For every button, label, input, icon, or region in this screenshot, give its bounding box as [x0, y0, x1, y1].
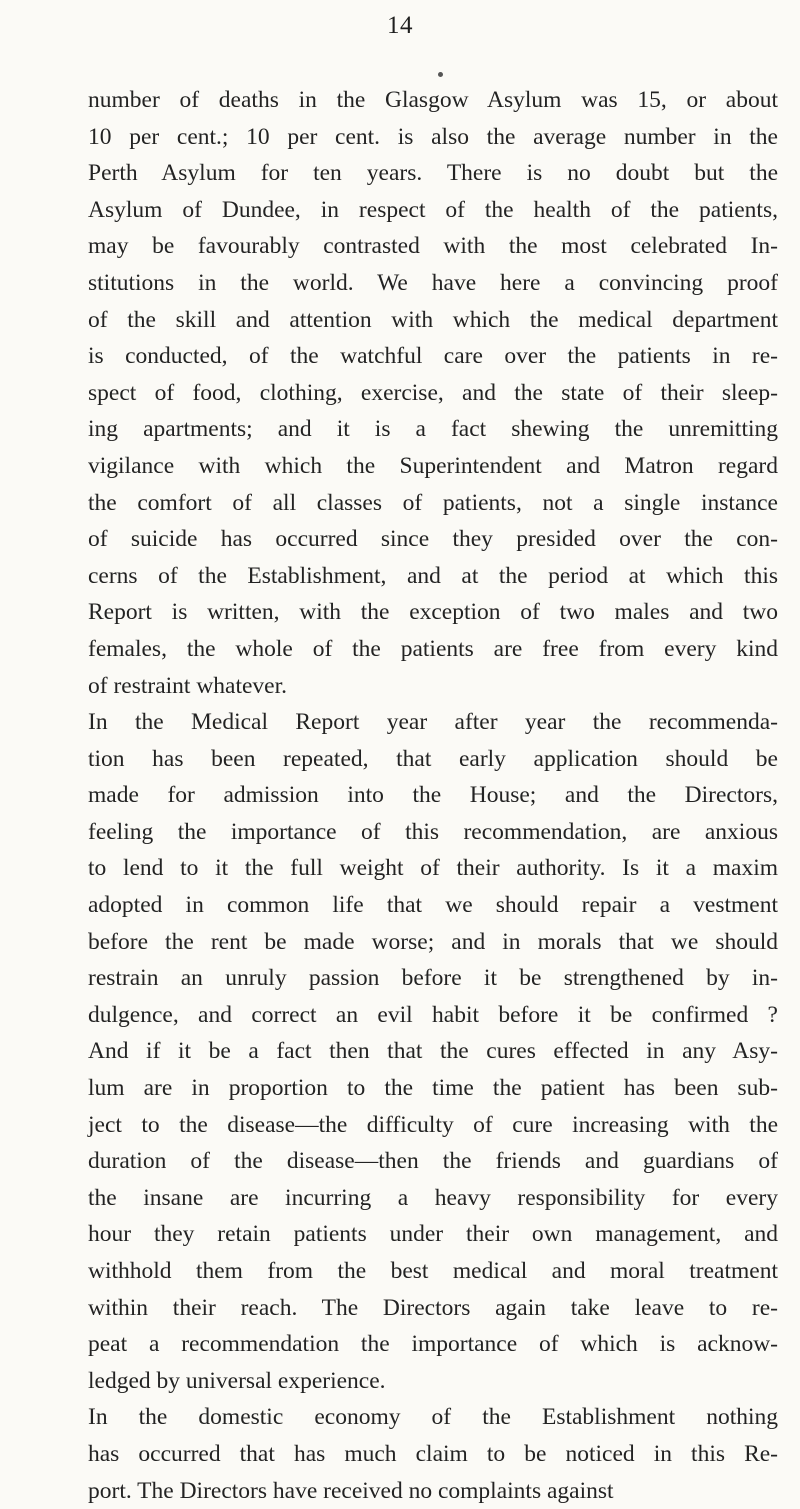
text-line: ledged by universal experience.: [88, 1367, 386, 1394]
text-line: withhold them from the best medical and moral treatment: [88, 1258, 778, 1284]
body-text: [88, 82, 778, 1509]
text-line: to lend to it the full weight of their authority. Is it a maxim: [88, 855, 778, 882]
text-line: ing apartments; and it is a fact shewing the unremitting: [88, 416, 778, 443]
text-line: vigilance with which the Superintendent and Matron regard: [88, 452, 778, 479]
text-line: ject to the disease—the difficulty of cure increasing with the: [88, 1111, 778, 1138]
text-line: spect of food, clothing, exercise, and the state of their sleep-: [88, 379, 778, 406]
text-line: port. The Directors have received no complaints against: [88, 1477, 614, 1504]
text-line: made for admission into the House; and the Directors,: [88, 782, 778, 809]
text-line: In the domestic economy of the Establishment nothing: [88, 1404, 778, 1431]
text-line: adopted in common life that we should repair a vestment: [88, 892, 778, 919]
text-line: within their reach. The Directors again take leave to re-: [88, 1294, 778, 1321]
text-line: of restraint whatever.: [88, 672, 288, 699]
text-line: stitutions in the world. We have here a convincing proof: [88, 269, 778, 296]
text-line: has occurred that has much claim to be noticed in this Re-: [88, 1440, 778, 1467]
text-line: number of deaths in the Glasgow Asylum was 15, or about: [88, 87, 778, 113]
text-line: Report is written, with the exception of two males and two: [88, 599, 778, 626]
text-line: Asylum of Dundee, in respect of the health of the patients,: [88, 196, 778, 223]
text-line: And if it be a fact then that the cures effected in any Asy-: [88, 1038, 778, 1065]
page-number: 14: [387, 12, 413, 39]
text-line: the insane are incurring a heavy responsibility for every: [88, 1184, 778, 1211]
ink-dot: [438, 72, 443, 77]
text-line: Perth Asylum for ten years. There is no doubt but the: [88, 160, 778, 187]
text-line: duration of the disease—then the friends and guardians of: [88, 1148, 778, 1175]
text-line: the comfort of all classes of patients, not a single instance: [88, 489, 778, 516]
text-line: feeling the importance of this recommendation, are anxious: [88, 818, 778, 845]
text-line: is conducted, of the watchful care over the patients in re-: [88, 343, 778, 370]
text-line: tion has been repeated, that early application should be: [88, 745, 778, 772]
text-line: dulgence, and correct an evil habit before it be confirmed ?: [88, 1001, 778, 1028]
text-line: cerns of the Establishment, and at the period at which this: [88, 562, 778, 589]
text-line: peat a recommendation the importance of which is acknow-: [88, 1331, 778, 1358]
text-line: of the skill and attention with which the medical department: [88, 306, 778, 333]
text-line: before the rent be made worse; and in morals that we should: [88, 928, 778, 955]
text-line: lum are in proportion to the time the patient has been sub-: [88, 1075, 778, 1102]
text-line: hour they retain patients under their own management, and: [88, 1221, 778, 1248]
text-line: may be favourably contrasted with the most celebrated In-: [88, 233, 778, 260]
text-line: of suicide has occurred since they presided over the con-: [88, 526, 778, 553]
text-line: In the Medical Report year after year the recommenda-: [88, 709, 778, 736]
text-line: females, the whole of the patients are free from every kind: [88, 635, 778, 662]
text-line: restrain an unruly passion before it be strengthened by in-: [88, 965, 778, 992]
text-line: 10 per cent.; 10 per cent. is also the average number in the: [88, 123, 778, 150]
